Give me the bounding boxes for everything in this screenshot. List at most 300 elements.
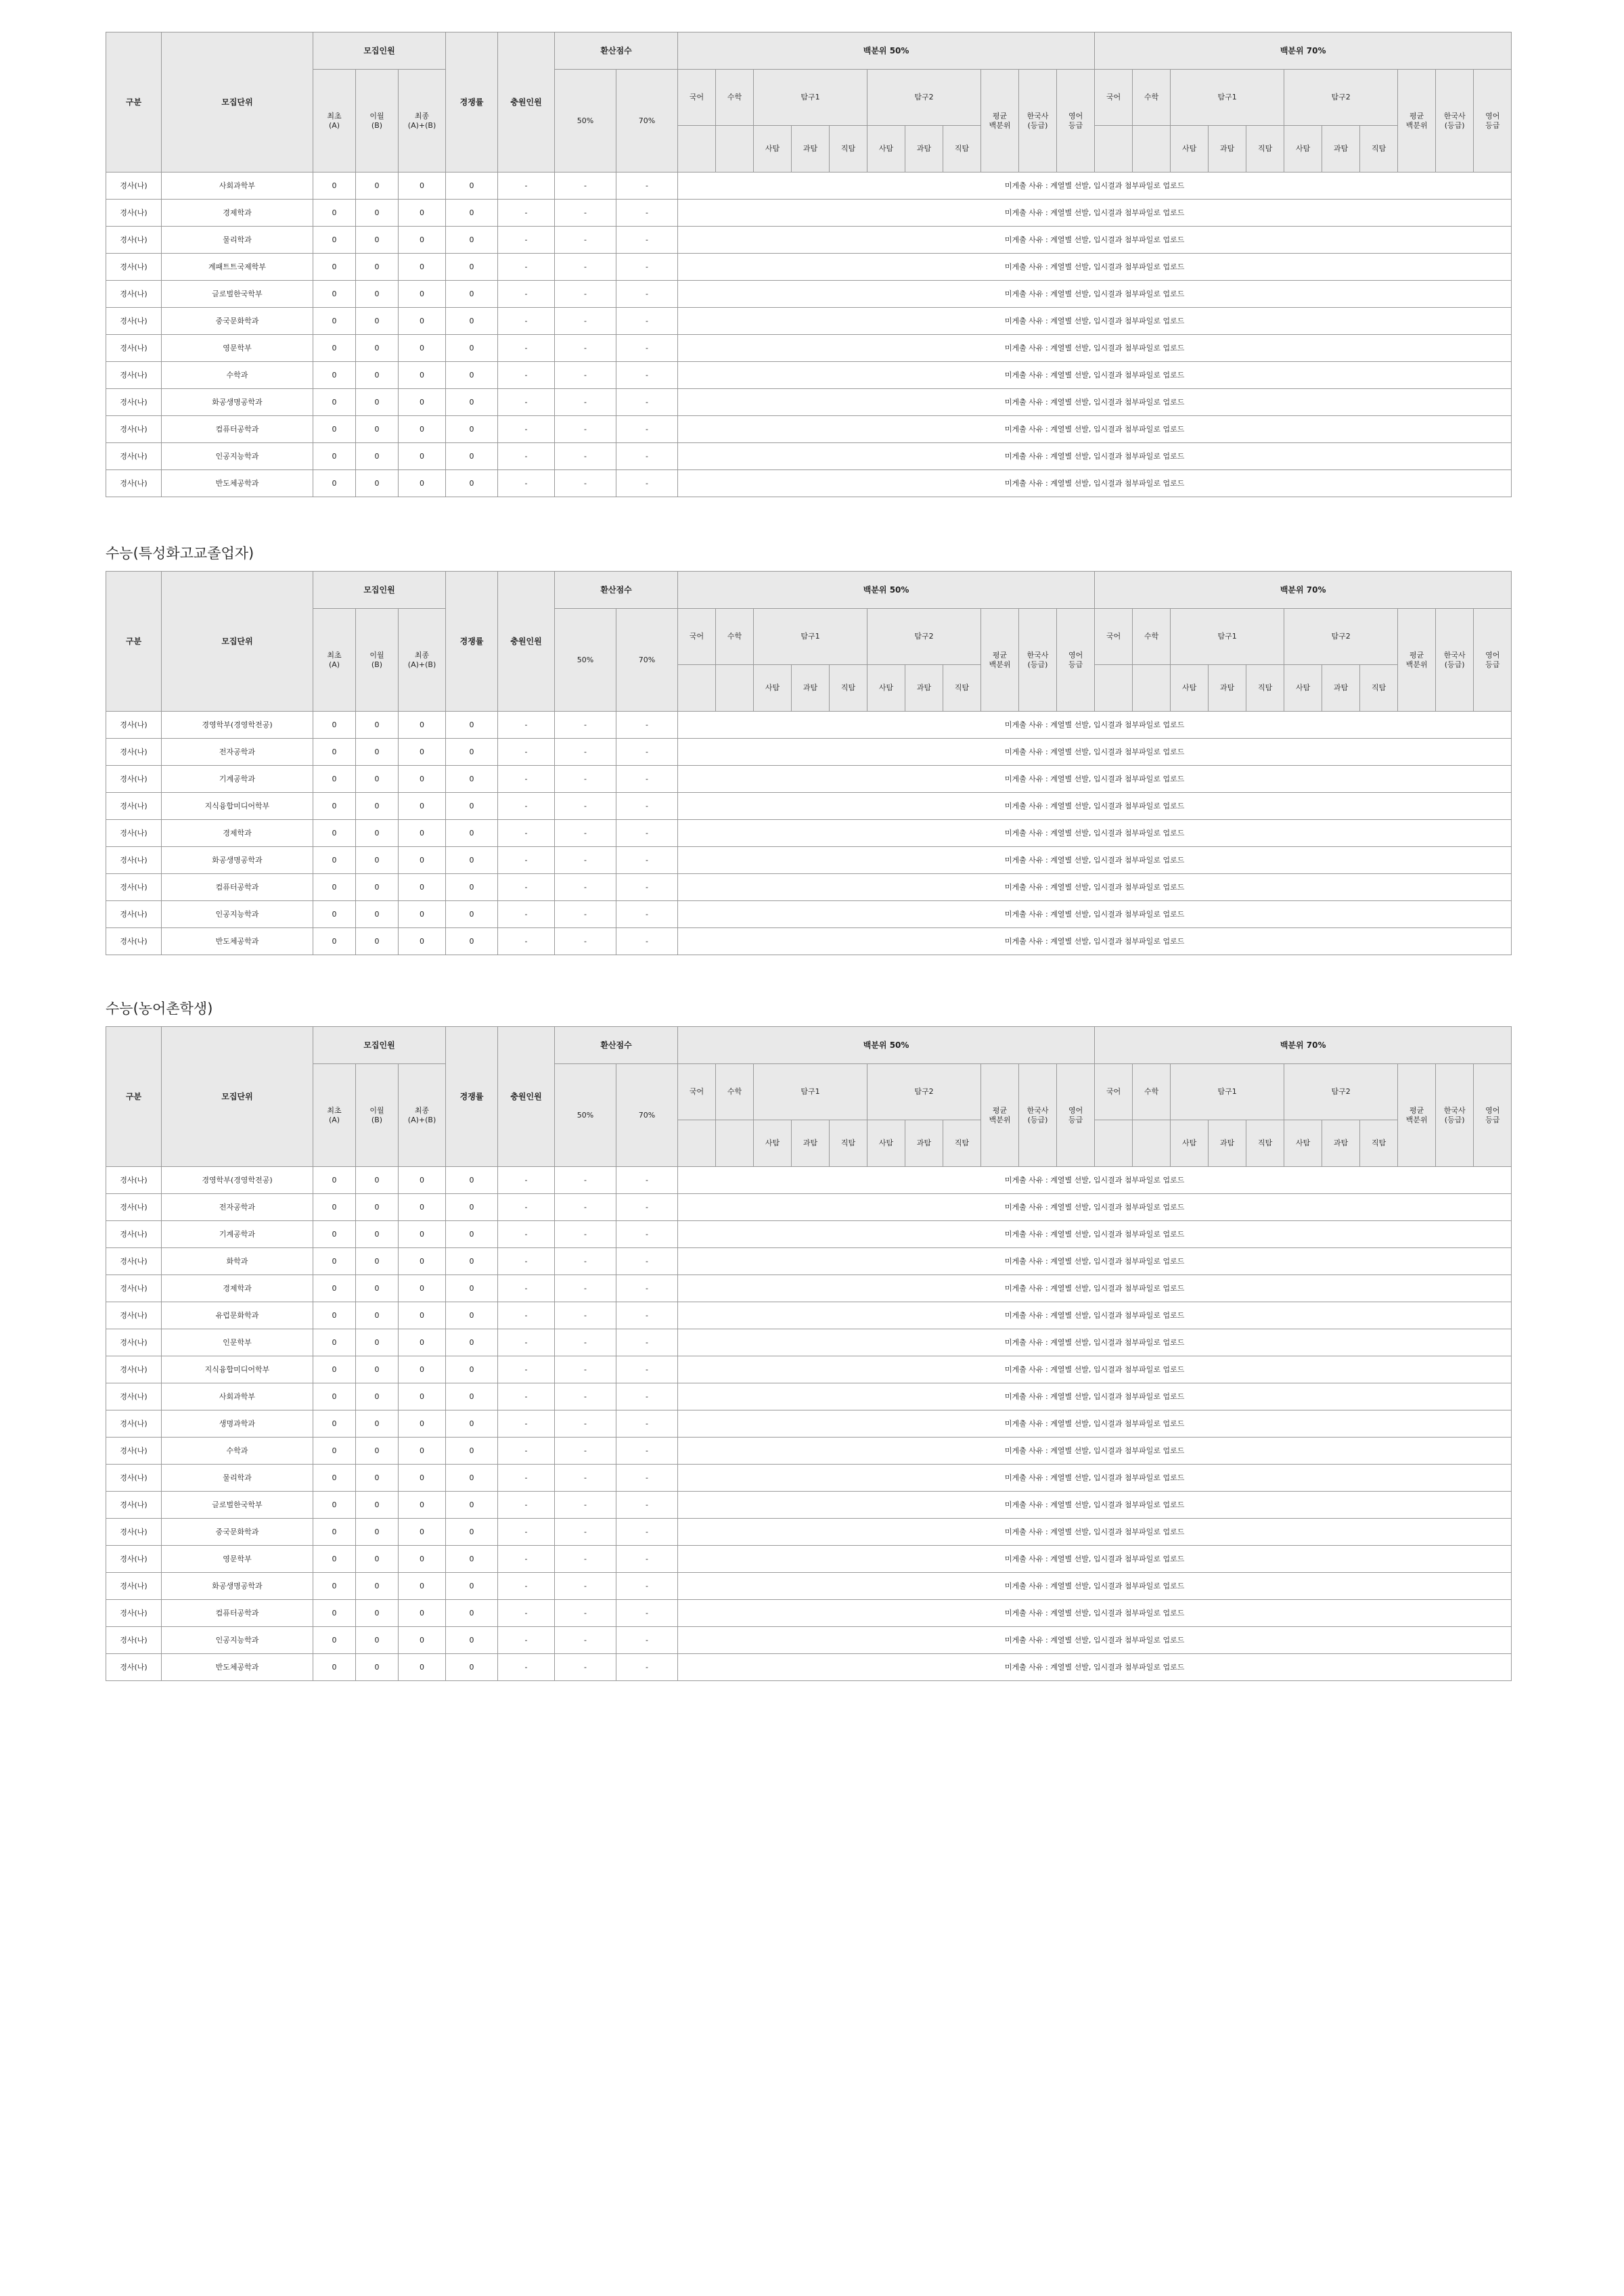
cell-type: 경사(나) xyxy=(106,793,162,820)
cell-type: 경사(나) xyxy=(106,1275,162,1302)
cell-first: 0 xyxy=(313,1248,356,1275)
cell-competition: 0 xyxy=(446,874,498,901)
cell-type: 경사(나) xyxy=(106,1356,162,1383)
cell-score50: - xyxy=(555,1519,616,1546)
header-score-70: 70% xyxy=(616,70,678,173)
header-score-50: 50% xyxy=(555,70,616,173)
cell-score70: - xyxy=(616,1627,678,1654)
header-history-grade: 한국사 (등급) xyxy=(1019,609,1057,712)
header-vocational: 직탐 xyxy=(943,1120,981,1167)
table-row xyxy=(106,1329,1587,1356)
cell-type: 경사(나) xyxy=(106,1465,162,1492)
table-row xyxy=(106,1275,1587,1302)
cell-extra: - xyxy=(498,1438,555,1465)
cell-extra: - xyxy=(498,847,555,874)
cell-note: 미게출 사유 : 계열별 선발, 입시결과 첨부파일로 업로드 xyxy=(678,1329,1512,1356)
table-row xyxy=(106,928,1587,955)
cell-final: 0 xyxy=(399,1410,446,1438)
section-title: 수능(농어촌학생) xyxy=(106,1001,213,1017)
header-history-grade: 한국사 (등급) xyxy=(1436,70,1474,173)
table-row xyxy=(106,362,1587,389)
cell-first: 0 xyxy=(313,254,356,281)
header-pct70: 백분위 70% xyxy=(1095,1027,1512,1064)
cell-unit: 컴퓨터공학과 xyxy=(162,1600,313,1627)
cell-unit: 글로벌한국학부 xyxy=(162,281,313,308)
cell-final: 0 xyxy=(399,1519,446,1546)
cell-note: 미게출 사유 : 계열별 선발, 입시결과 첨부파일로 업로드 xyxy=(678,1356,1512,1383)
header-inquiry1: 탐구1 xyxy=(1171,609,1284,665)
cell-competition: 0 xyxy=(446,1194,498,1221)
header-science: 과탐 xyxy=(792,1120,830,1167)
cell-competition: 0 xyxy=(446,1410,498,1438)
cell-note: 미게출 사유 : 계열별 선발, 입시결과 첨부파일로 업로드 xyxy=(678,1194,1512,1221)
cell-final: 0 xyxy=(399,874,446,901)
cell-final: 0 xyxy=(399,901,446,928)
cell-unit: 지식융합미디어학부 xyxy=(162,793,313,820)
cell-note: 미게출 사유 : 계열별 선발, 입시결과 첨부파일로 업로드 xyxy=(678,766,1512,793)
cell-competition: 0 xyxy=(446,1627,498,1654)
cell-first: 0 xyxy=(313,766,356,793)
cell-competition: 0 xyxy=(446,1383,498,1410)
cell-final: 0 xyxy=(399,1465,446,1492)
cell-unit: 사회과학부 xyxy=(162,173,313,200)
cell-first: 0 xyxy=(313,281,356,308)
cell-extra: - xyxy=(498,1654,555,1681)
cell-type: 경사(나) xyxy=(106,200,162,227)
table-row xyxy=(106,901,1587,928)
cell-score70: - xyxy=(616,1167,678,1194)
cell-note: 미게출 사유 : 계열별 선발, 입시결과 첨부파일로 업로드 xyxy=(678,1465,1512,1492)
cell-unit: 중국문화학과 xyxy=(162,1519,313,1546)
header-korean-blank xyxy=(678,665,716,712)
header-korean-blank xyxy=(678,1120,716,1167)
cell-first: 0 xyxy=(313,200,356,227)
cell-note: 미게출 사유 : 계열별 선발, 입시결과 첨부파일로 업로드 xyxy=(678,874,1512,901)
cell-score50: - xyxy=(555,1221,616,1248)
cell-unit: 수학과 xyxy=(162,362,313,389)
cell-unit: 기계공학과 xyxy=(162,766,313,793)
cell-note: 미게출 사유 : 계열별 선발, 입시결과 첨부파일로 업로드 xyxy=(678,1573,1512,1600)
cell-final: 0 xyxy=(399,335,446,362)
cell-unit: 반도체공학과 xyxy=(162,1654,313,1681)
cell-competition: 0 xyxy=(446,227,498,254)
cell-unit: 인공지능학과 xyxy=(162,901,313,928)
cell-type: 경사(나) xyxy=(106,820,162,847)
table-row xyxy=(106,874,1587,901)
cell-carry: 0 xyxy=(356,1383,399,1410)
header-science: 과탐 xyxy=(1209,1120,1246,1167)
cell-type: 경사(나) xyxy=(106,308,162,335)
cell-note: 미게출 사유 : 계열별 선발, 입시결과 첨부파일로 업로드 xyxy=(678,1519,1512,1546)
cell-type: 경사(나) xyxy=(106,766,162,793)
header-inquiry1: 탐구1 xyxy=(1171,1064,1284,1120)
header-math-blank xyxy=(716,1120,754,1167)
cell-first: 0 xyxy=(313,1302,356,1329)
cell-score50: - xyxy=(555,1248,616,1275)
cell-score50: - xyxy=(555,1194,616,1221)
cell-carry: 0 xyxy=(356,1627,399,1654)
cell-score70: - xyxy=(616,820,678,847)
table-row xyxy=(106,1383,1587,1410)
cell-score70: - xyxy=(616,874,678,901)
cell-competition: 0 xyxy=(446,1654,498,1681)
cell-type: 경사(나) xyxy=(106,847,162,874)
cell-competition: 0 xyxy=(446,1302,498,1329)
cell-type: 경사(나) xyxy=(106,1410,162,1438)
cell-note: 미게출 사유 : 계열별 선발, 입시결과 첨부파일로 업로드 xyxy=(678,254,1512,281)
cell-type: 경사(나) xyxy=(106,739,162,766)
cell-note: 미게출 사유 : 계열별 선발, 입시결과 첨부파일로 업로드 xyxy=(678,173,1512,200)
cell-extra: - xyxy=(498,1221,555,1248)
header-math-blank xyxy=(716,665,754,712)
table-row xyxy=(106,254,1587,281)
cell-extra: - xyxy=(498,1519,555,1546)
cell-note: 미게출 사유 : 계열별 선발, 입시결과 첨부파일로 업로드 xyxy=(678,281,1512,308)
cell-score70: - xyxy=(616,1654,678,1681)
cell-note: 미게출 사유 : 계열별 선발, 입시결과 첨부파일로 업로드 xyxy=(678,793,1512,820)
cell-extra: - xyxy=(498,766,555,793)
cell-type: 경사(나) xyxy=(106,1600,162,1627)
table-row xyxy=(106,1600,1587,1627)
table-row xyxy=(106,766,1587,793)
table-row xyxy=(106,281,1587,308)
cell-first: 0 xyxy=(313,1546,356,1573)
cell-score70: - xyxy=(616,470,678,497)
cell-final: 0 xyxy=(399,1356,446,1383)
cell-final: 0 xyxy=(399,820,446,847)
cell-competition: 0 xyxy=(446,173,498,200)
cell-final: 0 xyxy=(399,389,446,416)
cell-competition: 0 xyxy=(446,443,498,470)
cell-final: 0 xyxy=(399,1627,446,1654)
table-row xyxy=(106,820,1587,847)
cell-carry: 0 xyxy=(356,1356,399,1383)
header-vocational: 직탐 xyxy=(943,665,981,712)
cell-unit: 영문학부 xyxy=(162,335,313,362)
cell-final: 0 xyxy=(399,1248,446,1275)
table-row xyxy=(106,1194,1587,1221)
header-pct70: 백분위 70% xyxy=(1095,32,1512,70)
cell-final: 0 xyxy=(399,1221,446,1248)
cell-first: 0 xyxy=(313,712,356,739)
cell-type: 경사(나) xyxy=(106,1654,162,1681)
cell-first: 0 xyxy=(313,1600,356,1627)
cell-score50: - xyxy=(555,1546,616,1573)
cell-score70: - xyxy=(616,1519,678,1546)
table-row xyxy=(106,308,1587,335)
cell-note: 미게출 사유 : 계열별 선발, 입시결과 첨부파일로 업로드 xyxy=(678,928,1512,955)
table-row xyxy=(106,416,1587,443)
header-science: 과탐 xyxy=(792,126,830,173)
cell-competition: 0 xyxy=(446,712,498,739)
header-math-blank xyxy=(1133,126,1171,173)
header-history-grade: 한국사 (등급) xyxy=(1019,70,1057,173)
header-social: 사탐 xyxy=(754,126,792,173)
cell-final: 0 xyxy=(399,1546,446,1573)
cell-score70: - xyxy=(616,173,678,200)
cell-competition: 0 xyxy=(446,928,498,955)
header-science: 과탐 xyxy=(1209,126,1246,173)
header-social: 사탐 xyxy=(1171,1120,1209,1167)
cell-score50: - xyxy=(555,1627,616,1654)
cell-unit: 유럽문화학과 xyxy=(162,1302,313,1329)
cell-score50: - xyxy=(555,847,616,874)
cell-score70: - xyxy=(616,1438,678,1465)
header-social: 사탐 xyxy=(1284,665,1322,712)
cell-final: 0 xyxy=(399,1573,446,1600)
cell-type: 경사(나) xyxy=(106,1546,162,1573)
cell-unit: 인문학부 xyxy=(162,1329,313,1356)
cell-type: 경사(나) xyxy=(106,874,162,901)
cell-competition: 0 xyxy=(446,416,498,443)
cell-score50: - xyxy=(555,712,616,739)
header-vocational: 직탐 xyxy=(1360,665,1398,712)
header-extra: 충원인원 xyxy=(498,1027,555,1167)
cell-extra: - xyxy=(498,443,555,470)
header-score-70: 70% xyxy=(616,1064,678,1167)
cell-first: 0 xyxy=(313,793,356,820)
cell-competition: 0 xyxy=(446,793,498,820)
cell-extra: - xyxy=(498,1302,555,1329)
header-korean: 국어 xyxy=(678,609,716,665)
cell-first: 0 xyxy=(313,173,356,200)
header-math-blank xyxy=(716,126,754,173)
table-row xyxy=(106,1438,1587,1465)
cell-unit: 물리학과 xyxy=(162,227,313,254)
header-pct50: 백분위 50% xyxy=(678,572,1095,609)
header-score-50: 50% xyxy=(555,1064,616,1167)
cell-extra: - xyxy=(498,254,555,281)
header-avg-percentile: 평균 백분위 xyxy=(1398,70,1436,173)
cell-score70: - xyxy=(616,1573,678,1600)
cell-note: 미게출 사유 : 계열별 선발, 입시결과 첨부파일로 업로드 xyxy=(678,1546,1512,1573)
cell-note: 미게출 사유 : 계열별 선발, 입시결과 첨부파일로 업로드 xyxy=(678,1221,1512,1248)
header-korean: 국어 xyxy=(678,70,716,126)
cell-extra: - xyxy=(498,470,555,497)
cell-final: 0 xyxy=(399,1275,446,1302)
cell-final: 0 xyxy=(399,1492,446,1519)
header-social: 사탐 xyxy=(754,665,792,712)
header-social: 사탐 xyxy=(867,1120,905,1167)
table-row xyxy=(106,1248,1587,1275)
cell-carry: 0 xyxy=(356,874,399,901)
cell-unit: 경제학과 xyxy=(162,200,313,227)
cell-note: 미게출 사유 : 계열별 선발, 입시결과 첨부파일로 업로드 xyxy=(678,712,1512,739)
header-competition: 경쟁률 xyxy=(446,572,498,712)
cell-score50: - xyxy=(555,1492,616,1519)
cell-final: 0 xyxy=(399,1383,446,1410)
header-math: 수학 xyxy=(716,70,754,126)
cell-score70: - xyxy=(616,1410,678,1438)
cell-competition: 0 xyxy=(446,766,498,793)
cell-score50: - xyxy=(555,1573,616,1600)
table-row xyxy=(106,1573,1587,1600)
cell-first: 0 xyxy=(313,874,356,901)
cell-unit: 사회과학부 xyxy=(162,1383,313,1410)
header-quota-final: 최종 (A)+(B) xyxy=(399,70,446,173)
cell-carry: 0 xyxy=(356,416,399,443)
cell-score50: - xyxy=(555,335,616,362)
header-social: 사탐 xyxy=(1171,126,1209,173)
cell-unit: 전자공학과 xyxy=(162,739,313,766)
cell-score70: - xyxy=(616,281,678,308)
cell-final: 0 xyxy=(399,470,446,497)
cell-first: 0 xyxy=(313,1519,356,1546)
cell-final: 0 xyxy=(399,1438,446,1465)
cell-carry: 0 xyxy=(356,1492,399,1519)
cell-type: 경사(나) xyxy=(106,335,162,362)
table-row xyxy=(106,173,1587,200)
cell-carry: 0 xyxy=(356,1248,399,1275)
header-inquiry2: 탐구2 xyxy=(1284,609,1398,665)
cell-carry: 0 xyxy=(356,1438,399,1465)
cell-first: 0 xyxy=(313,1492,356,1519)
cell-extra: - xyxy=(498,1573,555,1600)
cell-type: 경사(나) xyxy=(106,1438,162,1465)
cell-competition: 0 xyxy=(446,308,498,335)
cell-final: 0 xyxy=(399,1654,446,1681)
header-math: 수학 xyxy=(1133,609,1171,665)
cell-note: 미게출 사유 : 계열별 선발, 입시결과 첨부파일로 업로드 xyxy=(678,1627,1512,1654)
header-science: 과탐 xyxy=(1322,665,1360,712)
table-row xyxy=(106,1519,1587,1546)
header-science: 과탐 xyxy=(905,665,943,712)
cell-first: 0 xyxy=(313,1573,356,1600)
cell-competition: 0 xyxy=(446,901,498,928)
cell-type: 경사(나) xyxy=(106,1329,162,1356)
cell-note: 미게출 사유 : 계열별 선발, 입시결과 첨부파일로 업로드 xyxy=(678,200,1512,227)
cell-competition: 0 xyxy=(446,1519,498,1546)
header-history-grade: 한국사 (등급) xyxy=(1436,1064,1474,1167)
cell-final: 0 xyxy=(399,712,446,739)
cell-carry: 0 xyxy=(356,1329,399,1356)
cell-final: 0 xyxy=(399,1600,446,1627)
cell-score70: - xyxy=(616,389,678,416)
cell-extra: - xyxy=(498,1167,555,1194)
cell-score70: - xyxy=(616,443,678,470)
table-row xyxy=(106,1302,1587,1329)
cell-score70: - xyxy=(616,928,678,955)
cell-competition: 0 xyxy=(446,281,498,308)
cell-note: 미게출 사유 : 계열별 선발, 입시결과 첨부파일로 업로드 xyxy=(678,1654,1512,1681)
header-avg-percentile: 평균 백분위 xyxy=(981,609,1019,712)
cell-type: 경사(나) xyxy=(106,1194,162,1221)
cell-carry: 0 xyxy=(356,766,399,793)
cell-note: 미게출 사유 : 계열별 선발, 입시결과 첨부파일로 업로드 xyxy=(678,389,1512,416)
cell-competition: 0 xyxy=(446,1600,498,1627)
header-competition: 경쟁률 xyxy=(446,1027,498,1167)
header-unit: 모집단위 xyxy=(162,32,313,173)
cell-type: 경사(나) xyxy=(106,1383,162,1410)
table-row xyxy=(106,1167,1587,1194)
cell-score50: - xyxy=(555,308,616,335)
cell-note: 미게출 사유 : 계열별 선발, 입시결과 첨부파일로 업로드 xyxy=(678,1410,1512,1438)
cell-carry: 0 xyxy=(356,820,399,847)
cell-unit: 인공지능학과 xyxy=(162,1627,313,1654)
cell-extra: - xyxy=(498,1600,555,1627)
cell-score50: - xyxy=(555,1167,616,1194)
cell-note: 미게출 사유 : 계열별 선발, 입시결과 첨부파일로 업로드 xyxy=(678,1167,1512,1194)
cell-unit: 영문학부 xyxy=(162,1546,313,1573)
cell-unit: 글로벌한국학부 xyxy=(162,1492,313,1519)
header-extra: 충원인원 xyxy=(498,572,555,712)
cell-carry: 0 xyxy=(356,362,399,389)
cell-note: 미게출 사유 : 계열별 선발, 입시결과 첨부파일로 업로드 xyxy=(678,335,1512,362)
cell-carry: 0 xyxy=(356,928,399,955)
cell-competition: 0 xyxy=(446,389,498,416)
cell-score50: - xyxy=(555,928,616,955)
header-social: 사탐 xyxy=(1284,126,1322,173)
table-row xyxy=(106,389,1587,416)
cell-score70: - xyxy=(616,901,678,928)
cell-score50: - xyxy=(555,1383,616,1410)
cell-carry: 0 xyxy=(356,1221,399,1248)
header-quota-first: 최초 (A) xyxy=(313,609,356,712)
cell-final: 0 xyxy=(399,227,446,254)
table-row xyxy=(106,200,1587,227)
header-quota: 모집인원 xyxy=(313,32,446,70)
cell-unit: 컴퓨터공학과 xyxy=(162,416,313,443)
header-vocational: 직탐 xyxy=(830,1120,867,1167)
header-inquiry1: 탐구1 xyxy=(1171,70,1284,126)
cell-score70: - xyxy=(616,1221,678,1248)
header-math: 수학 xyxy=(1133,70,1171,126)
header-quota: 모집인원 xyxy=(313,1027,446,1064)
cell-unit: 기계공학과 xyxy=(162,1221,313,1248)
cell-competition: 0 xyxy=(446,1248,498,1275)
cell-score70: - xyxy=(616,1492,678,1519)
header-gubun: 구분 xyxy=(106,32,162,173)
section-title: 수능(특성화고교졸업자) xyxy=(106,545,254,561)
header-competition: 경쟁률 xyxy=(446,32,498,173)
cell-carry: 0 xyxy=(356,389,399,416)
header-pct70: 백분위 70% xyxy=(1095,572,1512,609)
table-row xyxy=(106,847,1587,874)
cell-extra: - xyxy=(498,1410,555,1438)
cell-score70: - xyxy=(616,793,678,820)
header-vocational: 직탐 xyxy=(830,665,867,712)
cell-type: 경사(나) xyxy=(106,712,162,739)
cell-carry: 0 xyxy=(356,281,399,308)
header-english-grade: 영어 등급 xyxy=(1474,1064,1512,1167)
results-table-2 xyxy=(106,571,1587,955)
header-converted: 환산점수 xyxy=(555,572,678,609)
header-korean: 국어 xyxy=(1095,609,1133,665)
cell-competition: 0 xyxy=(446,1573,498,1600)
cell-unit: 경영학부(경영학전공) xyxy=(162,712,313,739)
header-quota-final: 최종 (A)+(B) xyxy=(399,609,446,712)
cell-unit: 물리학과 xyxy=(162,1465,313,1492)
cell-final: 0 xyxy=(399,362,446,389)
cell-score50: - xyxy=(555,1600,616,1627)
cell-type: 경사(나) xyxy=(106,1302,162,1329)
header-korean-blank xyxy=(1095,126,1133,173)
cell-score50: - xyxy=(555,416,616,443)
cell-first: 0 xyxy=(313,820,356,847)
cell-first: 0 xyxy=(313,1194,356,1221)
table-row xyxy=(106,1492,1587,1519)
header-extra: 충원인원 xyxy=(498,32,555,173)
header-inquiry2: 탐구2 xyxy=(867,1064,981,1120)
cell-first: 0 xyxy=(313,1383,356,1410)
cell-score70: - xyxy=(616,362,678,389)
cell-first: 0 xyxy=(313,1438,356,1465)
cell-score50: - xyxy=(555,200,616,227)
cell-competition: 0 xyxy=(446,739,498,766)
cell-score70: - xyxy=(616,766,678,793)
cell-extra: - xyxy=(498,820,555,847)
cell-score50: - xyxy=(555,874,616,901)
